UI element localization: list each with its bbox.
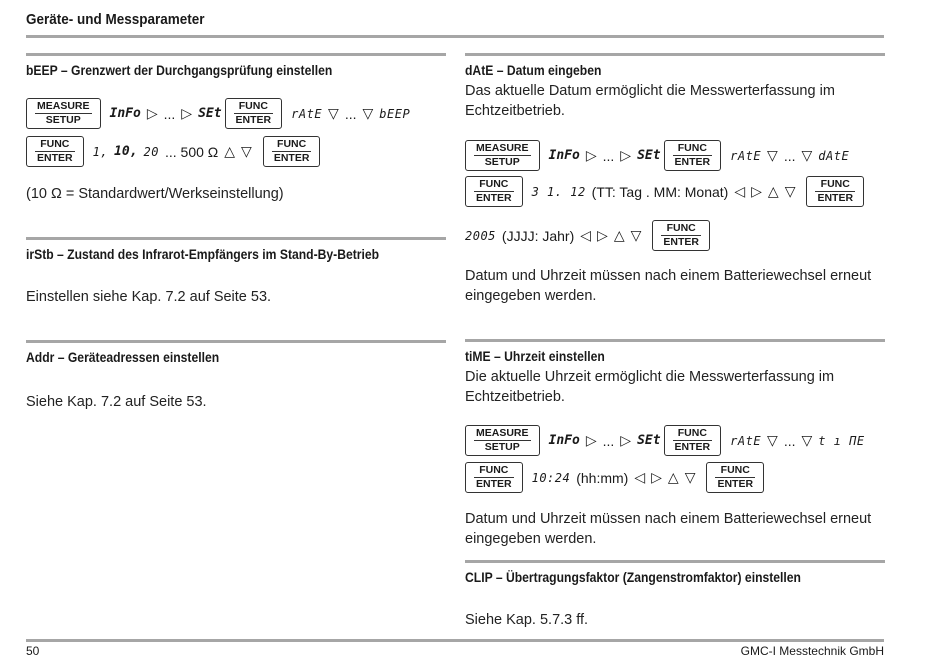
display-time-value: 10:24 (531, 470, 571, 485)
display-beep: bEEP (379, 106, 411, 121)
year-format-label: (JJJJ: Jahr) (501, 227, 575, 244)
func-enter-key[interactable]: FUNC ENTER (263, 136, 321, 167)
date-sequence-1: MEASURE SETUP InFo ▷ ... ▷ SEt FUNC ENTER rAtE ▽ ... ▽ dAtE (465, 140, 852, 171)
right-arrow-icon: ▷ (751, 183, 762, 200)
time-intro: Die aktuelle Uhrzeit ermöglicht die Messwerterfassung im Echtzeitbetrieb. (465, 369, 835, 405)
right-arrow-icon: ▷ (620, 432, 632, 449)
display-date: dAtE (818, 148, 850, 163)
down-arrow-icon: ▽ (630, 227, 642, 244)
beep-heading: bEEP – Grenzwert der Durchgangsprüfung einstellen (26, 63, 333, 78)
func-enter-key[interactable]: FUNC ENTER (465, 462, 523, 493)
right-arrow-icon: ▷ (585, 432, 597, 449)
section-rule (26, 340, 446, 343)
display-rate: rAtE (291, 106, 323, 121)
display-year-value: 2005 (465, 228, 496, 243)
date-note: Datum und Uhrzeit müssen nach einem Batteriewechsel erneut eingegeben werden. (465, 268, 872, 304)
display-info: InFo (109, 106, 141, 121)
down-arrow-icon: ▽ (684, 469, 696, 486)
down-arrow-icon: ▽ (241, 143, 252, 160)
date-heading: dAtE – Datum eingeben (465, 63, 602, 78)
display-set: SEt (637, 433, 661, 448)
down-arrow-icon: ▽ (801, 432, 813, 449)
irstb-text: Einstellen siehe Kap. 7.2 auf Seite 53. (26, 289, 272, 305)
right-arrow-icon: ▷ (620, 147, 632, 164)
display-value-10: 10, (114, 144, 138, 159)
display-rate: rAtE (730, 433, 762, 448)
display-set: SEt (637, 148, 661, 163)
page-number: 50 (26, 644, 40, 658)
date-sequence-2 (465, 176, 870, 207)
section-rule (465, 560, 885, 563)
left-arrow-icon: ◁ (580, 227, 592, 244)
display-time: t ı ΠE (818, 433, 865, 448)
down-arrow-icon: ▽ (784, 183, 796, 200)
time-sequence-1: MEASURE SETUP InFo ▷ ... ▷ SEt FUNC ENTER rAtE ▽ ... ▽ t ı ΠE (465, 425, 868, 456)
measure-setup-key[interactable]: MEASURE SETUP (465, 140, 540, 171)
down-arrow-icon: ▽ (328, 105, 339, 122)
beep-sequence-2 (26, 136, 326, 167)
irstb-heading: irStb – Zustand des Infrarot-Empfängers im Stand-By-Betrieb (26, 247, 380, 262)
down-arrow-icon: ▽ (362, 105, 374, 122)
left-arrow-icon: ◁ (734, 183, 746, 200)
display-value-20: 20 (143, 144, 159, 159)
clip-text: Siehe Kap. 5.7.3 ff. (465, 612, 589, 628)
section-rule (26, 237, 446, 240)
beep-note: (10 Ω = Standardwert/Werkseinstellung) (26, 186, 284, 202)
clip-heading: CLIP – Übertragungsfaktor (Zangenstromfaktor) einstellen (465, 570, 801, 585)
down-arrow-icon: ▽ (801, 147, 813, 164)
right-arrow-icon: ▷ (597, 227, 608, 244)
date-sequence-3 (465, 220, 716, 251)
func-enter-key[interactable]: FUNC ENTER (664, 425, 722, 456)
up-arrow-icon: △ (667, 469, 679, 486)
measure-setup-key[interactable]: MEASURE SETUP (465, 425, 540, 456)
up-arrow-icon: △ (767, 183, 779, 200)
values-tail: ... 500 Ω (164, 143, 219, 160)
right-arrow-icon: ▷ (585, 147, 597, 164)
section-rule (26, 53, 446, 56)
time-sequence-2 (465, 462, 770, 493)
time-note: Datum und Uhrzeit müssen nach einem Batteriewechsel erneut eingegeben werden. (465, 511, 872, 547)
right-arrow-icon: ▷ (651, 469, 662, 486)
measure-setup-key[interactable]: MEASURE SETUP (26, 98, 101, 129)
func-enter-key[interactable]: FUNC ENTER (706, 462, 764, 493)
display-date-value: 3 1. 12 (531, 184, 586, 199)
date-intro: Das aktuelle Datum ermöglicht die Messwerterfassung im Echtzeitbetrieb. (465, 83, 835, 119)
display-info: InFo (548, 148, 580, 163)
display-info: InFo (548, 433, 580, 448)
display-set: SEt (198, 106, 222, 121)
left-arrow-icon: ◁ (634, 469, 646, 486)
addr-text: Siehe Kap. 7.2 auf Seite 53. (26, 394, 207, 410)
page-title: Geräte- und Messparameter (26, 11, 205, 28)
up-arrow-icon: △ (613, 227, 625, 244)
section-rule (465, 53, 885, 56)
down-arrow-icon: ▽ (767, 147, 778, 164)
beep-sequence-1: MEASURE SETUP InFo ▷ ... ▷ SEt FUNC ENTER rAtE ▽ ... ▽ bEEP (26, 98, 413, 129)
right-arrow-icon: ▷ (181, 105, 193, 122)
display-value-1: 1, (92, 144, 109, 159)
company-name: GMC-I Messtechnik GmbH (740, 644, 884, 658)
right-arrow-icon: ▷ (146, 105, 158, 122)
time-format-label: (hh:mm) (576, 469, 629, 486)
func-enter-key[interactable]: FUNC ENTER (806, 176, 864, 207)
section-rule (465, 339, 885, 342)
header-rule (26, 35, 884, 38)
down-arrow-icon: ▽ (767, 432, 778, 449)
func-enter-key[interactable]: FUNC ENTER (225, 98, 283, 129)
func-enter-key[interactable]: FUNC ENTER (465, 176, 523, 207)
display-rate: rAtE (730, 148, 762, 163)
func-enter-key[interactable]: FUNC ENTER (26, 136, 84, 167)
func-enter-key[interactable]: FUNC ENTER (664, 140, 722, 171)
func-enter-key[interactable]: FUNC ENTER (652, 220, 710, 251)
date-format-label: (TT: Tag . MM: Monat) (591, 183, 729, 200)
footer-rule (26, 639, 884, 642)
up-arrow-icon: △ (224, 143, 236, 160)
time-heading: tiME – Uhrzeit einstellen (465, 349, 605, 364)
addr-heading: Addr – Geräteadressen einstellen (26, 350, 220, 365)
